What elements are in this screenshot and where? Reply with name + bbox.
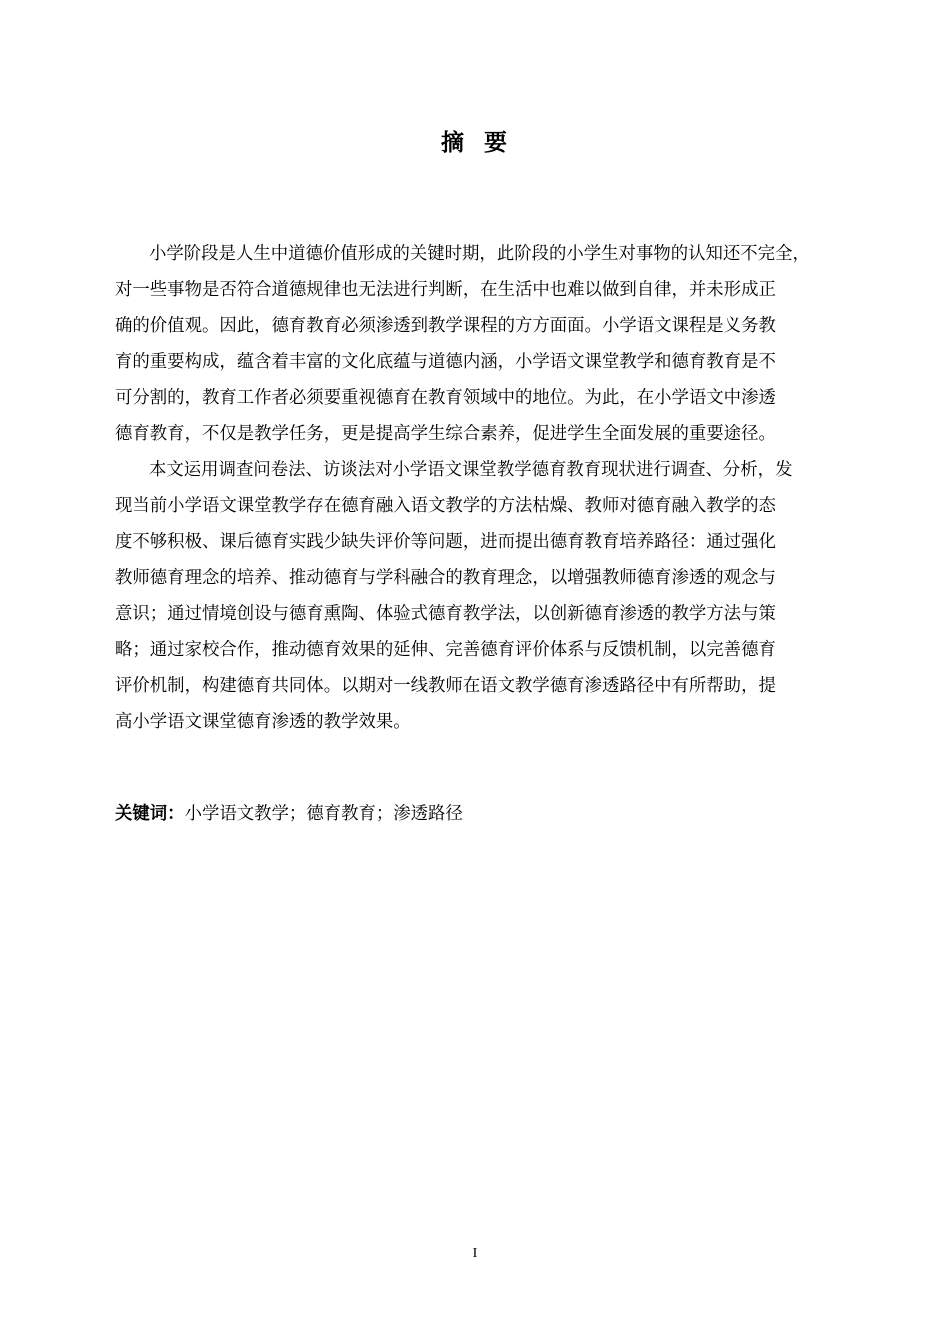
paragraph-line: 意识；通过情境创设与德育熏陶、体验式德育教学法，以创新德育渗透的教学方法与策: [115, 604, 776, 624]
keywords-line: [115, 800, 463, 828]
abstract-title: [0, 124, 950, 157]
paragraph-line: 本文运用调查问卷法、访谈法对小学语文课堂教学德育教育现状进行调查、分析，发: [149, 460, 793, 480]
paragraph-line: 现当前小学语文课堂教学存在德育融入语文教学的方法枯燥、教师对德育融入教学的态: [115, 496, 776, 516]
paragraph-line: 可分割的，教育工作者必须要重视德育在教育领域中的地位。为此，在小学语文中渗透: [115, 388, 776, 408]
paragraph-line: 评价机制，构建德育共同体。以期对一线教师在语文教学德育渗透路径中有所帮助，提: [115, 676, 776, 696]
paragraph-line: 小学阶段是人生中道德价值形成的关键时期，此阶段的小学生对事物的认知还不完全，: [149, 244, 810, 264]
abstract-title-char-1: 摘: [441, 130, 466, 156]
keywords-value: 小学语文教学；德育教育；渗透路径: [184, 804, 463, 824]
keywords-label: 关键词：: [115, 804, 185, 824]
paragraph-line: 度不够积极、课后德育实践少缺失评价等问题，进而提出德育教育培养路径：通过强化: [115, 532, 776, 552]
paragraph-2: [115, 456, 845, 744]
paragraph-1: [115, 240, 845, 456]
abstract-body: [115, 240, 845, 744]
page-number: I: [472, 1246, 478, 1261]
paragraph-line: 略；通过家校合作，推动德育效果的延伸、完善德育评价体系与反馈机制，以完善德育: [115, 640, 776, 660]
paragraph-line: 确的价值观。因此，德育教育必须渗透到教学课程的方方面面。小学语文课程是义务教: [115, 316, 776, 336]
paragraph-line: 育的重要构成，蕴含着丰富的文化底蕴与道德内涵，小学语文课堂教学和德育教育是不: [115, 352, 776, 372]
paragraph-line: 对一些事物是否符合道德规律也无法进行判断，在生活中也难以做到自律，并未形成正: [115, 280, 776, 300]
abstract-title-char-2: 要: [484, 130, 509, 156]
paragraph-line: 德育教育，不仅是教学任务，更是提高学生综合素养，促进学生全面发展的重要途径。: [115, 424, 776, 444]
paragraph-line: 教师德育理念的培养、推动德育与学科融合的教育理念，以增强教师德育渗透的观念与: [115, 568, 776, 588]
paragraph-line: 高小学语文课堂德育渗透的教学效果。: [115, 712, 411, 732]
